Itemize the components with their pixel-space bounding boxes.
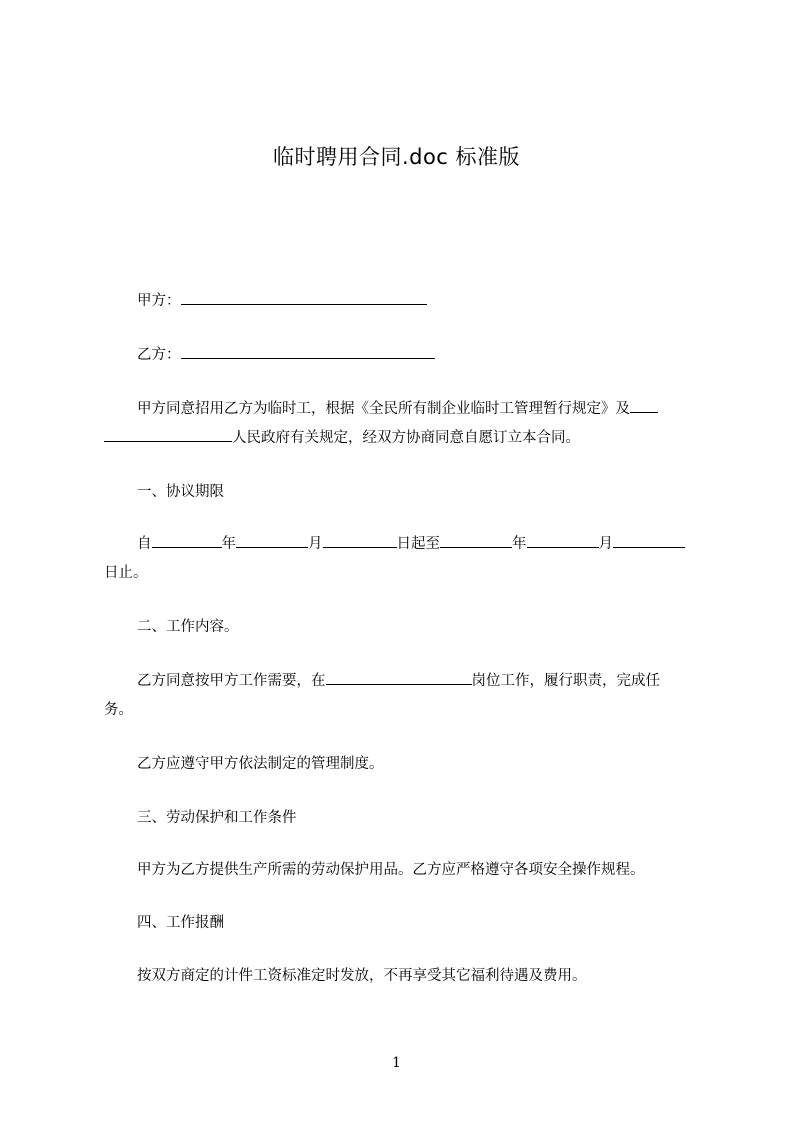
region-blank-1[interactable] — [630, 398, 658, 413]
start-day-blank[interactable] — [323, 533, 397, 548]
section-1-heading: 一、协议期限 — [137, 484, 224, 500]
start-month-blank[interactable] — [236, 533, 308, 548]
term-line-1 — [104, 530, 704, 559]
term-year2-label: 年 — [512, 536, 527, 552]
party-a-blank[interactable] — [181, 290, 427, 305]
page-number: 1 — [392, 1055, 401, 1071]
section-4-heading: 四、工作报酬 — [137, 915, 224, 931]
section-2-heading: 二、工作内容。 — [137, 619, 239, 635]
party-b-label: 乙方： — [137, 347, 181, 363]
position-blank[interactable] — [326, 670, 472, 685]
party-a-line — [104, 287, 704, 316]
party-a-label: 甲方： — [137, 293, 181, 309]
end-day-blank[interactable] — [613, 533, 685, 548]
region-blank-2[interactable] — [104, 427, 232, 442]
pay-text: 按双方商定的计件工资标准定时发放，不再享受其它福利待遇及费用。 — [137, 968, 587, 984]
work-text-1a: 乙方同意按甲方工作需要，在 — [137, 673, 326, 689]
end-year-blank[interactable] — [440, 533, 512, 548]
end-month-blank[interactable] — [527, 533, 599, 548]
work-text-1b: 岗位工作，履行职责，完成任 — [471, 673, 660, 689]
intro-text-2: 人民政府有关规定，经双方协商同意自愿订立本合同。 — [232, 430, 580, 446]
party-b-line — [104, 341, 704, 370]
section-3-heading: 三、劳动保护和工作条件 — [137, 810, 297, 826]
document-title: 临时聘用合同.doc 标准版 — [272, 145, 521, 169]
start-year-blank[interactable] — [152, 533, 222, 548]
work-rules-text: 乙方应遵守甲方依法制定的管理制度。 — [137, 756, 384, 772]
term-line-2: 日止。 — [104, 565, 148, 581]
term-from-label: 自 — [137, 536, 152, 552]
term-month2-label: 月 — [598, 536, 613, 552]
party-b-blank[interactable] — [181, 344, 435, 359]
protection-text: 甲方为乙方提供生产所需的劳动保护用品。乙方应严格遵守各项安全操作规程。 — [137, 862, 645, 878]
term-year-label: 年 — [221, 536, 236, 552]
intro-line-1 — [104, 395, 704, 424]
term-start-label: 日起至 — [396, 536, 440, 552]
intro-line-2 — [104, 424, 704, 453]
work-line-1 — [104, 667, 704, 696]
work-line-2: 务。 — [104, 702, 133, 718]
term-month-label: 月 — [308, 536, 323, 552]
intro-text-1: 甲方同意招用乙方为临时工，根据《全民所有制企业临时工管理暂行规定》及 — [137, 401, 630, 417]
